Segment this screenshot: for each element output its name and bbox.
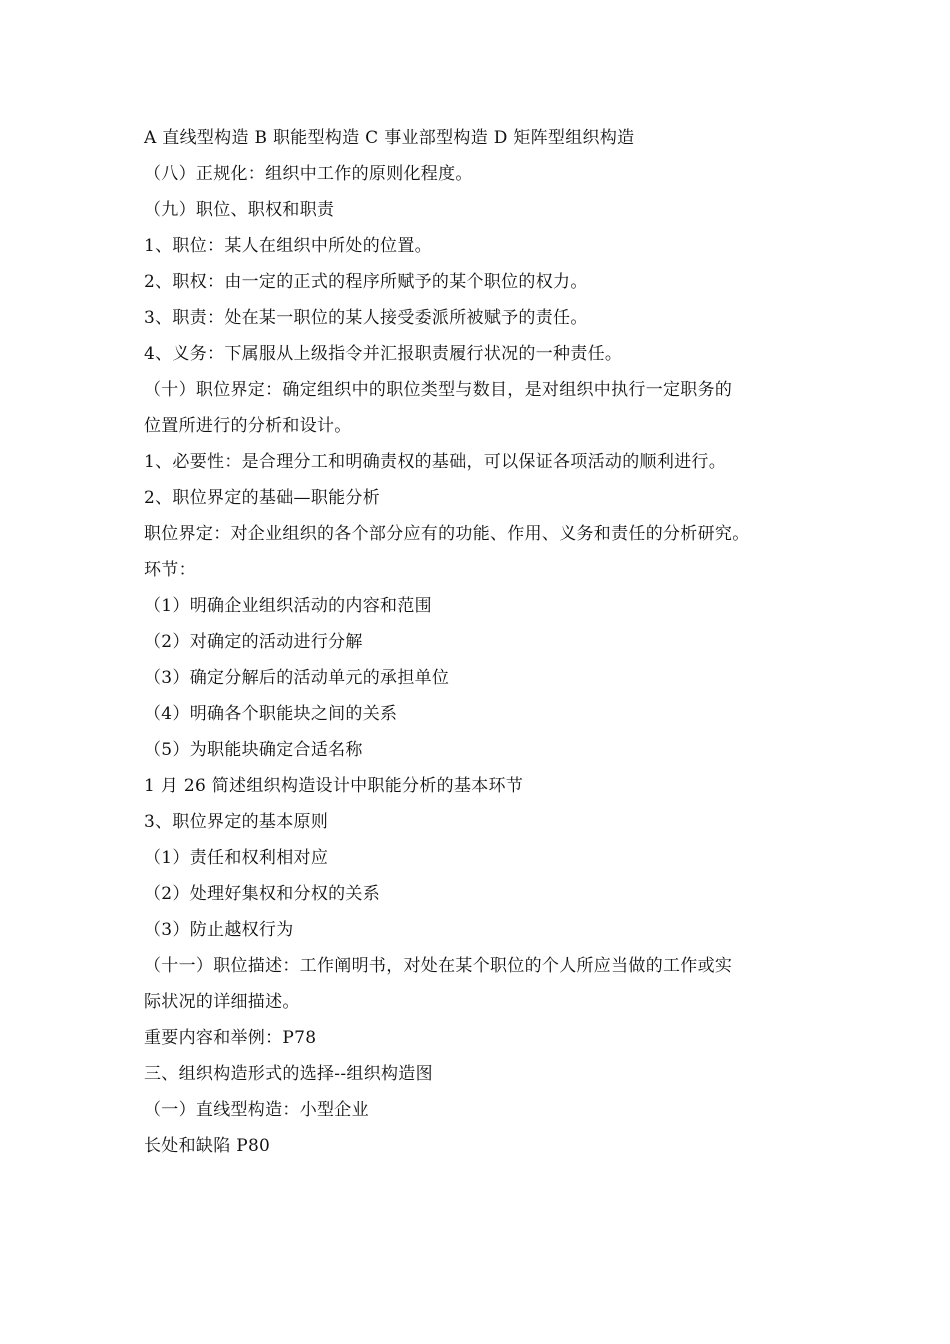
text-line: （3）防止越权行为	[144, 920, 294, 940]
text-line: 2、职权：由一定的正式的程序所赋予的某个职位的权力。	[144, 272, 588, 292]
document-body	[144, 120, 824, 1164]
text-line: 1、必要性：是合理分工和明确责权的基础，可以保证各项活动的顺利进行。	[144, 452, 727, 472]
text-line: （九）职位、职权和职责	[144, 200, 335, 220]
text-line: （2）处理好集权和分权的关系	[144, 884, 381, 904]
text-line: 2、职位界定的基础—职能分析	[144, 488, 381, 508]
text-line: （2）对确定的活动进行分解	[144, 632, 363, 652]
text-line: （八）正规化：组织中工作的原则化程度。	[144, 164, 473, 184]
text-line: A 直线型构造 B 职能型构造 C 事业部型构造 D 矩阵型组织构造	[144, 128, 635, 148]
text-line: 际状况的详细描述。	[144, 992, 300, 1012]
text-line: 位置所进行的分析和设计。	[144, 416, 352, 436]
text-line: 长处和缺陷 P80	[144, 1136, 271, 1156]
text-line: （1）明确企业组织活动的内容和范围	[144, 596, 432, 616]
text-line: （十）职位界定：确定组织中的职位类型与数目，是对组织中执行一定职务的	[144, 380, 733, 400]
text-line: 职位界定：对企业组织的各个部分应有的功能、作用、义务和责任的分析研究。	[144, 524, 750, 544]
text-line: 3、职责：处在某一职位的某人接受委派所被赋予的责任。	[144, 308, 588, 328]
text-line: （3）确定分解后的活动单元的承担单位	[144, 668, 450, 688]
text-line: 环节：	[144, 560, 196, 580]
text-line: （4）明确各个职能块之间的关系	[144, 704, 398, 724]
text-line: （十一）职位描述：工作阐明书，对处在某个职位的个人所应当做的工作或实	[144, 956, 733, 976]
text-line: （5）为职能块确定合适名称	[144, 740, 363, 760]
text-line: 1、职位：某人在组织中所处的位置。	[144, 236, 432, 256]
text-line: 1 月 26 简述组织构造设计中职能分析的基本环节	[144, 776, 524, 796]
text-line: （1）责任和权利相对应	[144, 848, 329, 868]
text-line: 重要内容和举例：P78	[144, 1028, 317, 1048]
text-line: 4、义务：下属服从上级指令并汇报职责履行状况的一种责任。	[144, 344, 623, 364]
text-line: （一）直线型构造：小型企业	[144, 1100, 369, 1120]
text-line: 三、组织构造形式的选择--组织构造图	[144, 1064, 433, 1084]
text-line: 3、职位界定的基本原则	[144, 812, 329, 832]
